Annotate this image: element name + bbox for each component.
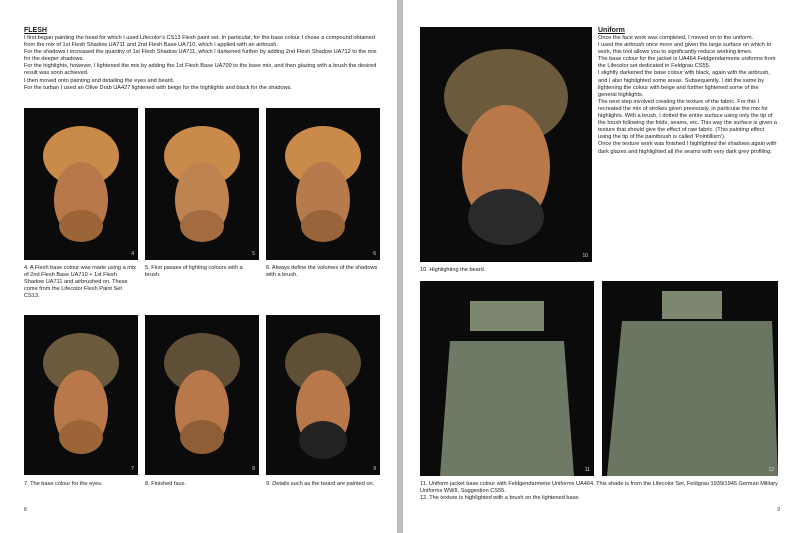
intro-paragraph: I then moved onto painting and detailing the eyes and beard. <box>24 77 175 84</box>
section-heading-uniform: Uniform <box>598 27 625 34</box>
body-paragraph: The base colour for the jacket is UA464 Feldgendarmerie uniforms from the Lifecolor set dedicated to Feldgrau CS55. <box>598 56 776 70</box>
caption-7: 7. The base colour for the eyes. <box>24 481 103 487</box>
photo-7 <box>24 315 138 475</box>
head-illustration <box>145 108 259 260</box>
photo-6 <box>266 108 380 260</box>
uniform-illustration <box>420 281 594 476</box>
caption-12: 12. The texture is highlighted with a brush on the lightened base. <box>420 495 581 501</box>
head-illustration <box>266 315 380 475</box>
caption-11: 11. Uniform jacket base colour with Feldgendarmerie Uniforms UA464. This shade is from the Lifecolor Set, Feldgrau 1939/1945 German Military Uniforms WWII, Suggestion CS55. <box>420 481 778 494</box>
caption-10: 10. Highlighting the beard. <box>420 267 486 273</box>
left-page <box>0 0 397 533</box>
right-text-block <box>598 27 778 156</box>
caption-8: 8. Finished face. <box>145 481 187 487</box>
photo-number: 6 <box>373 251 376 257</box>
head-illustration <box>145 315 259 475</box>
photo-5 <box>145 108 259 260</box>
head-illustration <box>266 108 380 260</box>
bottom-caption <box>420 481 778 502</box>
body-paragraph: I slightly darkened the base colour with black, again with the airbrush, and I also highlighted some areas. Subsequently, I did the same by lightening the colour with beige and further lightened some of the general highlights. <box>598 70 770 98</box>
body-paragraph: I used the airbrush once more and given the large surface on which to work, this tool allows you to significantly reduce working times. <box>598 42 772 56</box>
photo-number: 10 <box>582 253 588 259</box>
head-illustration <box>24 315 138 475</box>
uniform-illustration <box>602 281 778 476</box>
intro-paragraph: For the highlights, however, I lightened the mix by adding the 1st Flesh Base UA709 to the base mix, and then glazing with a brush the desired result was soon achieved. <box>24 63 377 77</box>
photo-number: 12 <box>768 467 774 473</box>
head-illustration <box>420 27 592 262</box>
left-text-block <box>24 27 380 92</box>
photo-number: 8 <box>252 466 255 472</box>
photo-number: 7 <box>131 466 134 472</box>
page-number: 9 <box>777 507 780 513</box>
head-illustration <box>24 108 138 260</box>
section-heading-flesh: FLESH <box>24 27 47 34</box>
photo-4 <box>24 108 138 260</box>
photo-number: 9 <box>373 466 376 472</box>
page-number: 8 <box>24 507 27 513</box>
caption-5: 5. First passes of lighting colours with a brush. <box>145 265 243 278</box>
caption-4: 4. A Flesh base colour was made using a mix of 2nd Flesh Base UA710 + 1st Flesh Shadow UA711 and airbrushed on. These come from the Lifecolor Flesh Paint Set CS13. <box>24 265 136 299</box>
body-paragraph: Once the face work was completed, I moved on to the uniform. <box>598 35 754 41</box>
photo-9 <box>266 315 380 475</box>
intro-paragraph: For the turban I used an Olive Drab UA427 lightened with beige for the highlights and black for the shadows. <box>24 84 293 91</box>
caption-9: 9. Details such as the beard are painted on. <box>266 481 375 487</box>
photo-8 <box>145 315 259 475</box>
photo-11 <box>420 281 594 476</box>
photo-number: 4 <box>131 251 134 257</box>
caption-6: 6. Always define the volumes of the shadows with a brush. <box>266 265 378 278</box>
photo-number: 5 <box>252 251 255 257</box>
intro-paragraph: For the shadows I increased the quantity of 1st Flesh Shadow UA711, which I darkened further by adding 2nd Flesh Shadow UA712 to the mix for the deeper shadows. <box>24 49 377 63</box>
body-paragraph: Once the texture work was finished I highlighted the shadows again with dark glazes and highlighted all the seams with very dark grey profiling. <box>598 141 777 155</box>
body-paragraph: The next step involved creating the texture of the fabric. For this I recreated the mix of strokes given previously, in particular the mix for highlights. With a brush, I dotted the entire surface using only the tip of the brush following the folds, seams, etc. This way the surface is given a texture that should give the effect of raw fabric. (This painting effect using the tip of the paintbrush is called 'Pointillism'). <box>598 98 777 141</box>
photo-12 <box>602 281 778 476</box>
photo-number: 11 <box>584 467 590 473</box>
intro-paragraph: I first began painting the head for which I used Lifecolor's CS13 Flesh paint set. In particular, for the base colour I chose a compound obtained from the mix of 1st Flesh Shadow UA711 and 2nd Flesh Base UA710, which I applied with an airbrush. <box>24 35 375 49</box>
photo-10 <box>420 27 592 262</box>
